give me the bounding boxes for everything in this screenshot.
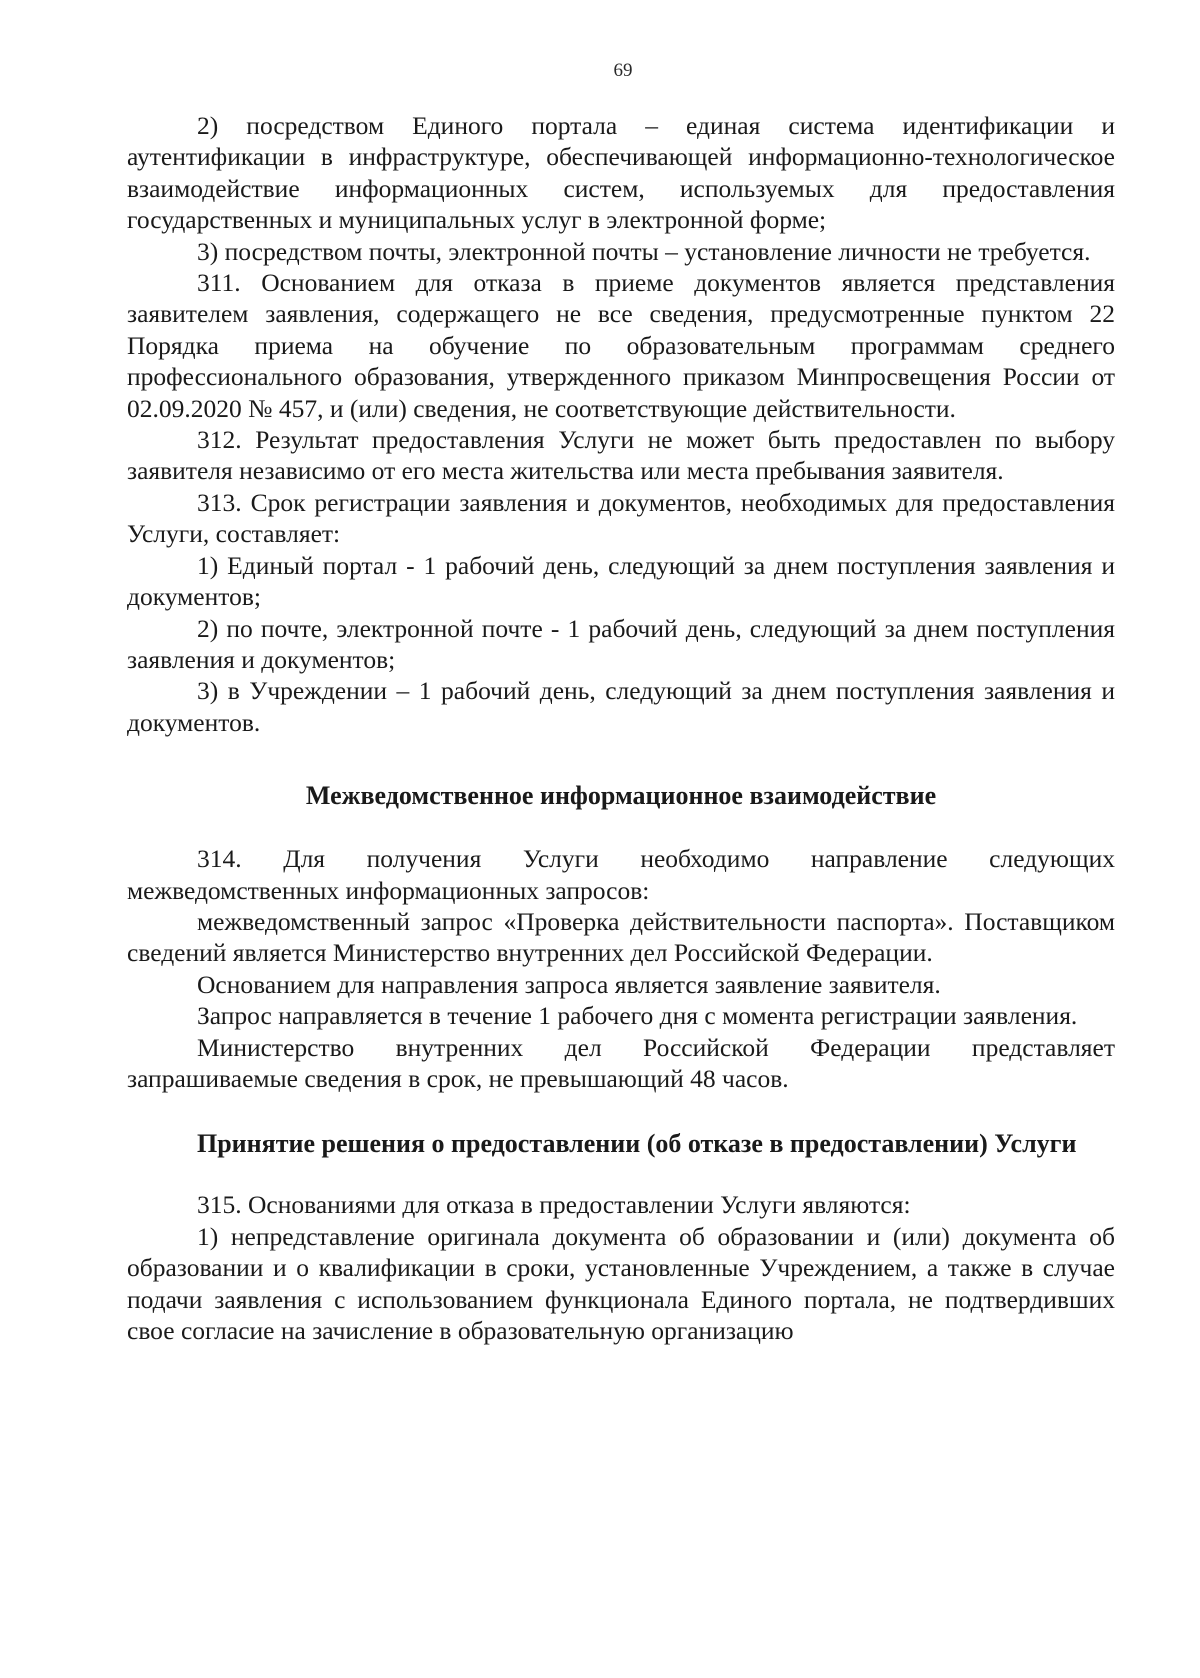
document-body — [127, 110, 1115, 1346]
paragraph-314-basis: Основанием для направления запроса является заявление заявителя. — [197, 969, 941, 999]
paragraph-312: 312. Результат предоставления Услуги не может быть предоставлен по выбору заявителя независимо от его места жительства или места пребывания заявителя. — [127, 425, 1115, 486]
page-number: 69 — [613, 60, 633, 81]
paragraph-314: 314. Для получения Услуги необходимо направление следующих межведомственных информационных запросов: — [127, 844, 1115, 905]
paragraph-313: 313. Срок регистрации заявления и документов, необходимых для предоставления Услуги, составляет: — [127, 487, 1115, 549]
section-heading-decision: Принятие решения о предоставлении (об отказе в предоставлении) Услуги — [197, 1129, 1077, 1159]
paragraph-portal-identification: 2) посредством Единого портала – единая система идентификации и аутентификации в инфраструктуре, обеспечивающей информационно-технологическое взаимодействие информационных систем, используемых для предоставления государственных и муниципальных услуг в электронной форме; — [127, 111, 1115, 235]
paragraph-314-request: межведомственный запрос «Проверка действительности паспорта». Поставщиком сведений является Министерство внутренних дел Российской Федерации. — [127, 906, 1115, 968]
paragraph-311: 311. Основанием для отказа в приеме документов является представления заявителем заявления, содержащего не все сведения, предусмотренные пунктом 22 Порядка приема на обучение по образовательным программам среднего профессионального образования, утвержденного приказом Минпросвещения России от 02.09.2020 № 457, и (или) сведения, не соответствующие действительности. — [127, 268, 1115, 423]
section-heading-interagency: Межведомственное информационное взаимодействие — [305, 781, 937, 811]
paragraph-313-item-3: 3) в Учреждении – 1 рабочий день, следующий за днем поступления заявления и документов. — [127, 676, 1115, 737]
paragraph-315-item-1: 1) непредставление оригинала документа об образовании и (или) документа об образовании и о квалификации в сроки, установленные Учреждением, а также в случае подачи заявления с использованием функционала Единого портала, не подтвердивших свое согласие на зачисление в образовательную организацию — [127, 1221, 1115, 1345]
paragraph-314-response: Министерство внутренних дел Российской Федерации представляет запрашиваемые сведения в срок, не превышающий 48 часов. — [127, 1032, 1115, 1093]
paragraph-315: 315. Основаниями для отказа в предоставлении Услуги являются: — [197, 1190, 911, 1220]
paragraph-313-item-1: 1) Единый портал - 1 рабочий день, следующий за днем поступления заявления и документов; — [127, 550, 1115, 612]
paragraph-mail-identification: 3) посредством почты, электронной почты – установление личности не требуется. — [197, 236, 1091, 266]
paragraph-313-item-2: 2) по почте, электронной почте - 1 рабочий день, следующий за днем поступления заявления и документов; — [127, 613, 1115, 674]
paragraph-314-timing: Запрос направляется в течение 1 рабочего дня с момента регистрации заявления. — [197, 1001, 1078, 1031]
